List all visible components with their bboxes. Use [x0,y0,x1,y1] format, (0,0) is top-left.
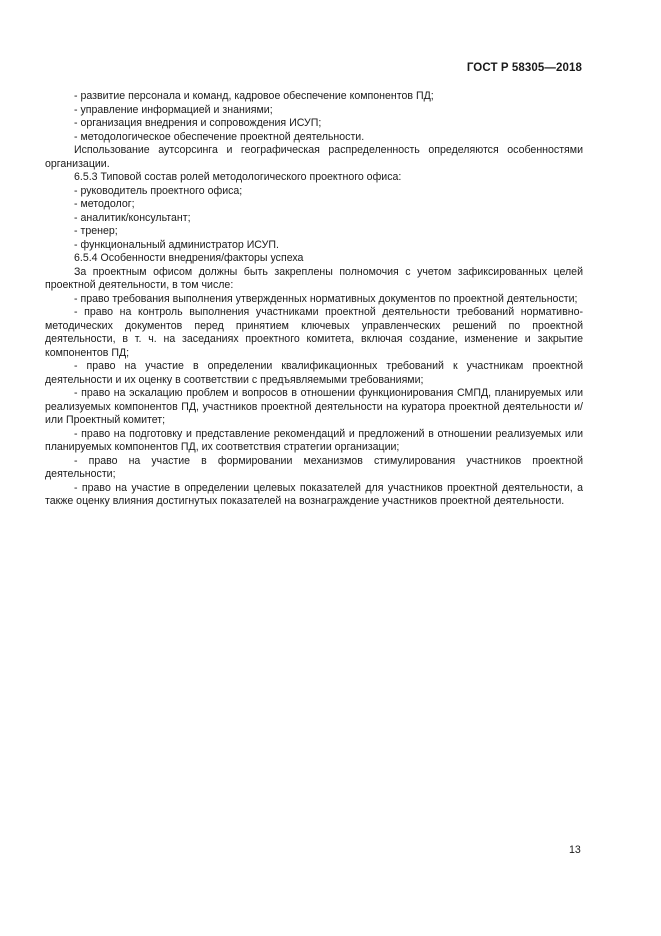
list-item: - управление информацией и знаниями; [74,103,273,116]
list-item: - право требования выполнения утвержденных нормативных документов по проектной деятельности; [74,292,578,305]
list-item: - право на контроль выполнения участниками проектной деятельности требований нормативно-методических документов перед принятием ключевых управленческих решений по проектной деятельности, в т. ч. на заседаниях проектного комитета, включая создание, изменение и закрытие компонентов ПД; [45,306,583,359]
section-heading-6-5-4: 6.5.4 Особенности внедрения/факторы успеха [74,252,304,264]
list-item: - организация внедрения и сопровождения ИСУП; [74,117,322,129]
list-item: - право на участие в формировании механизмов стимулирования участников проектной деятельности; [45,454,583,480]
list-item: - руководитель проектного офиса; [74,184,243,197]
list-item: - аналитик/консультант; [74,211,191,224]
page-number: 13 [569,844,581,856]
list-item: - развитие персонала и команд, кадровое обеспечение компонентов ПД; [74,90,434,102]
document-body [45,90,583,509]
paragraph: Использование аутсорсинга и географическая распределенность определяются особенностями организации. [45,144,583,170]
standard-designation: ГОСТ Р 58305—2018 [466,62,582,74]
paragraph: За проектным офисом должны быть закреплены полномочия с учетом зафиксированных целей проектной деятельности, в том числе: [45,265,583,291]
list-item: - функциональный администратор ИСУП. [74,238,279,251]
list-item: - право на участие в определении квалификационных требований к участникам проектной деятельности и их оценку в соответствии с предъявляемыми требованиями; [45,360,583,386]
list-item: - тренер; [74,225,118,237]
section-heading-6-5-3: 6.5.3 Типовой состав ролей методологического проектного офиса: [74,171,402,183]
list-item: - право на участие в определении целевых показателей для участников проектной деятельности, а также оценку влияния достигнутых показателей на вознаграждение участников проектной деятельности. [45,481,583,507]
list-item: - методолог; [74,198,135,210]
list-item: - право на эскалацию проблем и вопросов в отношении функционирования СМПД, планируемых или реализуемых компонентов ПД, участников проектной деятельности на куратора проектной деятельности и/или Проектный комитет; [45,387,583,426]
list-item: - методологическое обеспечение проектной деятельности. [74,130,365,143]
list-item: - право на подготовку и представление рекомендаций и предложений в отношении реализуемых или планируемых компонентов ПД, их соответствия стратегии организации; [45,427,583,453]
